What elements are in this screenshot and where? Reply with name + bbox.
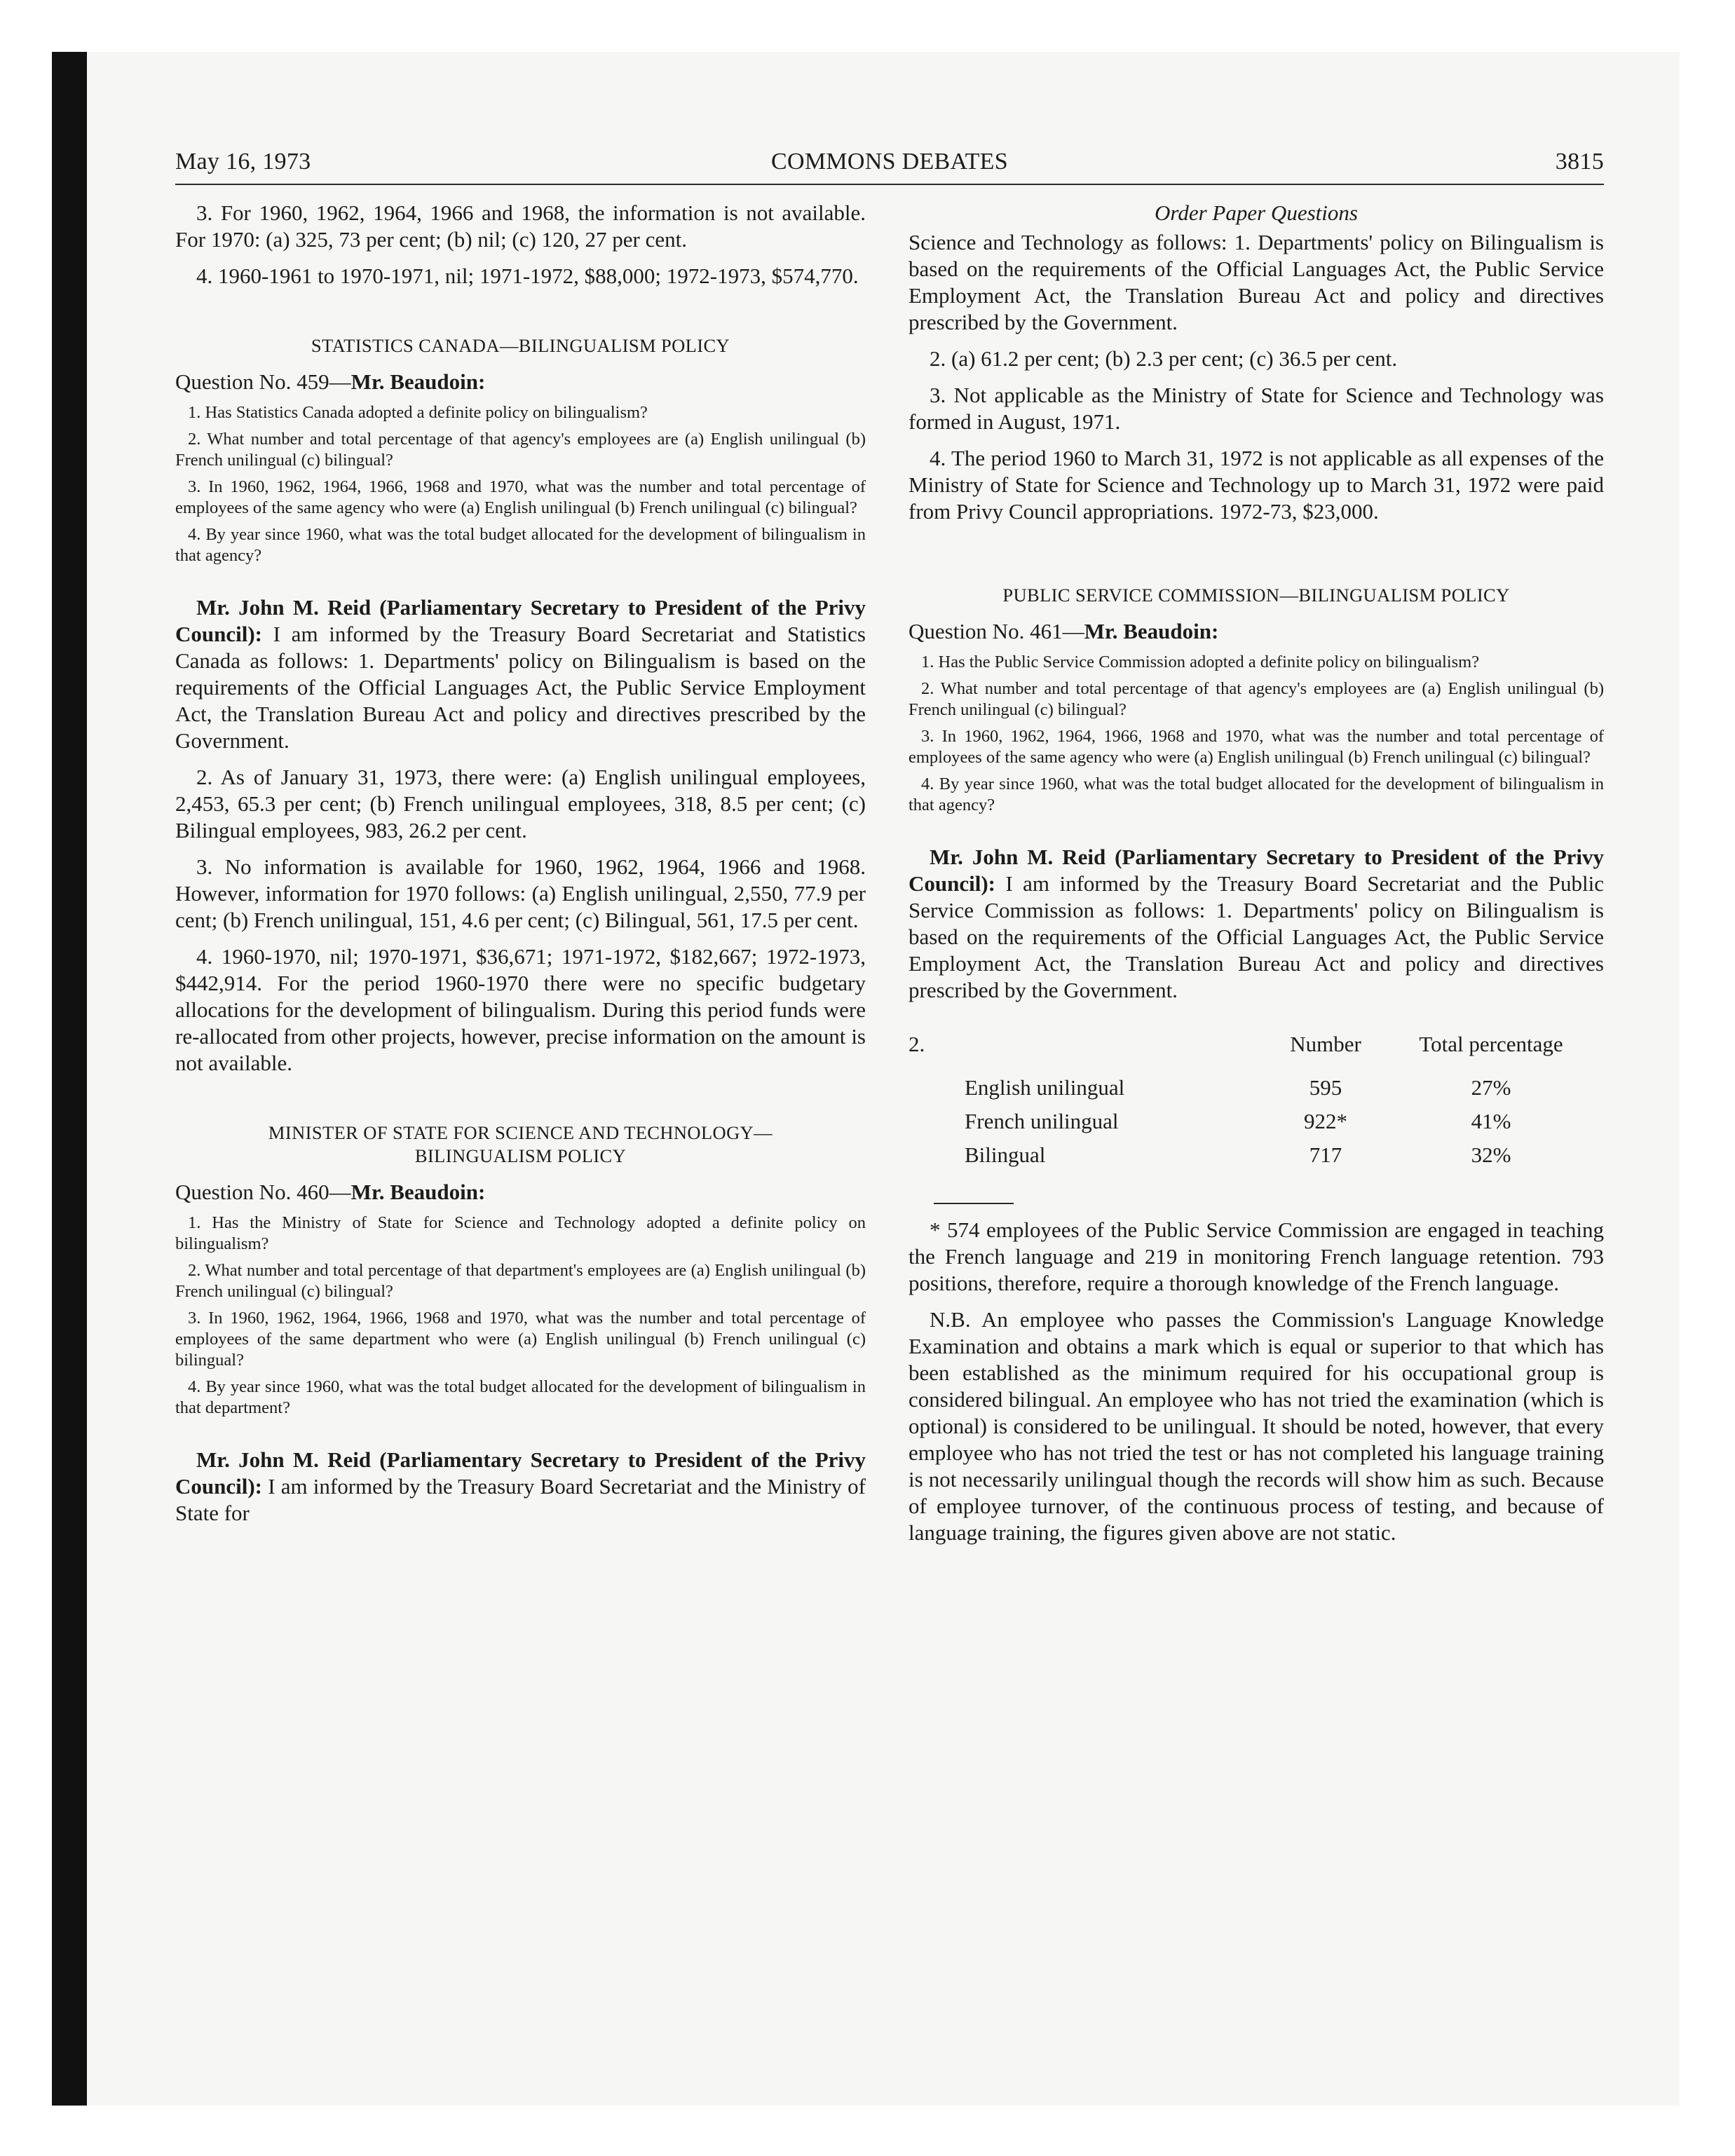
- table-item-number: 2.: [909, 1032, 925, 1056]
- left-column: [175, 200, 866, 1536]
- question-item: 3. In 1960, 1962, 1964, 1966, 1968 and 1970, what was the number and total percentage of employees of the same agency who were (a) English unilingual (b) French unilingual (c) bilingual?: [175, 477, 866, 517]
- answer-text: I am informed by the Treasury Board Secretariat and the Public Service Commission as follows: 1. Departments' policy on Bilingualism is based on the requirements of the Official Languages Act, the Public Service Employment Act, the Translation Bureau Act and policy and directives prescribed by the Government.: [909, 871, 1604, 1002]
- section-title-line: MINISTER OF STATE FOR SCIENCE AND TECHNOLOGY—: [268, 1122, 773, 1143]
- answer-paragraph: [175, 594, 866, 754]
- section-title-line: BILINGUALISM POLICY: [414, 1145, 627, 1166]
- answer-text: I am informed by the Treasury Board Secretariat and Statistics Canada as follows: 1. Departments' policy on Bilingualism is based on the requirements of the Official Languages Act, the Public Service Employment Act, the Translation Bureau Act and policy and directives prescribed by the Government.: [175, 622, 866, 753]
- employee-stats-table: [909, 1028, 1604, 1172]
- row-number: 922*: [1304, 1109, 1347, 1133]
- question-item: 4. By year since 1960, what was the total budget allocated for the development of bilingualism in that department?: [175, 1377, 866, 1417]
- question-member: Mr. Beaudoin:: [351, 369, 486, 394]
- question-item: 2. What number and total percentage of that department's employees are (a) English unilingual (b) French unilingual (c) bilingual?: [175, 1261, 866, 1301]
- speaker-name: Mr. John M. Reid (Parliamentary Secretary to President of the Privy Council):: [175, 595, 866, 646]
- question-prefix: Question No. 461—: [909, 619, 1084, 643]
- section-title: PUBLIC SERVICE COMMISSION—BILINGUALISM POLICY: [1002, 585, 1510, 606]
- binding-edge: [52, 52, 87, 2106]
- question-prefix: Question No. 459—: [175, 369, 351, 394]
- paragraph: 2. As of January 31, 1973, there were: (a) English unilingual employees, 2,453, 65.3 per cent; (b) French unilingual employees, 318, 8.5 per cent; (c) Bilingual employees, 983, 26.2 per cent.: [175, 765, 866, 842]
- row-percentage: 32%: [1471, 1142, 1511, 1167]
- answer-text: I am informed by the Treasury Board Secretariat and the Ministry of State for: [175, 1474, 866, 1525]
- question-item: 4. By year since 1960, what was the total budget allocated for the development of bilingualism in that agency?: [909, 775, 1604, 814]
- row-label: French unilingual: [965, 1109, 1119, 1133]
- question-item: 1. Has Statistics Canada adopted a definite policy on bilingualism?: [188, 403, 648, 422]
- paragraph: 4. 1960-1970, nil; 1970-1971, $36,671; 1971-1972, $182,667; 1972-1973, $442,914. For the period 1960-1970 there were no specific budgetary allocations for the development of bilingualism. During this period funds were re-allocated from other projects, however, precise information on the amount is not available.: [175, 944, 866, 1075]
- footnote-divider: [934, 1203, 1014, 1204]
- question-item: 2. What number and total percentage of that agency's employees are (a) English unilingual (b) French unilingual (c) bilingual?: [909, 679, 1604, 719]
- row-percentage: 27%: [1471, 1075, 1511, 1100]
- question-number: [175, 369, 866, 395]
- paragraph: 4. The period 1960 to March 31, 1972 is not applicable as all expenses of the Ministry of State for Science and Technology up to March 31, 1972 were paid from Privy Council appropriations. 1972-73, $23,000.: [909, 446, 1604, 524]
- question-item: 3. In 1960, 1962, 1964, 1966, 1968 and 1970, what was the number and total percentage of employees of the same department who were (a) English unilingual (b) French unilingual (c) bilingual?: [175, 1309, 866, 1370]
- column-header-total-percentage: Total percentage: [1419, 1032, 1563, 1056]
- right-column: [909, 200, 1604, 1556]
- question-member: Mr. Beaudoin:: [351, 1180, 486, 1204]
- paragraph: Science and Technology as follows: 1. Departments' policy on Bilingualism is based on the requirements of the Official Languages Act, the Public Service Employment Act, the Translation Bureau Act and policy and directives prescribed by the Government.: [909, 230, 1604, 334]
- question-item: 4. By year since 1960, what was the total budget allocated for the development of bilingualism in that agency?: [175, 525, 866, 565]
- header-page-number: 3815: [1555, 149, 1604, 175]
- speaker-name: Mr. John M. Reid (Parliamentary Secretary to President of the Privy Council):: [175, 1447, 866, 1499]
- table-row: [909, 1138, 1604, 1172]
- answer-paragraph: [175, 1447, 866, 1527]
- running-head: Order Paper Questions: [1155, 200, 1358, 225]
- column-header-number: Number: [1290, 1032, 1361, 1056]
- paragraph: 3. For 1960, 1962, 1964, 1966 and 1968, the information is not available. For 1970: (a) 325, 73 per cent; (b) nil; (c) 120, 27 per cent.: [175, 200, 866, 252]
- question-prefix: Question No. 460—: [175, 1180, 351, 1204]
- question-item: 3. In 1960, 1962, 1964, 1966, 1968 and 1970, what was the number and total percentage of employees of the same agency who were (a) English unilingual (b) French unilingual (c) bilingual?: [909, 727, 1604, 767]
- nota-bene-paragraph: N.B. An employee who passes the Commission's Language Knowledge Examination and obtains a mark which is equal or superior to that which has been established as the minimum required for his occupational group is considered bilingual. An employee who has not tried the examination (which is optional) is considered to be unilingual. It should be noted, however, that every employee who has not tried the test or has not completed his language training is not necessarily unilingual though the records will show him as such. Because of employee turnover, of the continuous process of testing, and because of language training, the figures given above are not static.: [909, 1307, 1604, 1545]
- speaker-name: Mr. John M. Reid (Parliamentary Secretary to President of the Privy Council):: [909, 845, 1604, 896]
- row-number: 717: [1309, 1142, 1342, 1167]
- question-number: [175, 1179, 866, 1206]
- footnote: * 574 employees of the Public Service Commission are engaged in teaching the French language and 219 in monitoring French language retention. 793 positions, therefore, require a thorough knowledge of the French language.: [909, 1217, 1604, 1295]
- paragraph: 2. (a) 61.2 per cent; (b) 2.3 per cent; (c) 36.5 per cent.: [930, 346, 1398, 371]
- section-title: STATISTICS CANADA—BILINGUALISM POLICY: [311, 335, 730, 356]
- question-item: 1. Has the Ministry of State for Science and Technology adopted a definite policy on bilingualism?: [175, 1213, 866, 1253]
- question-item: 2. What number and total percentage of that agency's employees are (a) English unilingual (b) French unilingual (c) bilingual?: [175, 430, 866, 470]
- section-title: [175, 1121, 866, 1168]
- paragraph: 3. Not applicable as the Ministry of State for Science and Technology was formed in August, 1971.: [909, 383, 1604, 434]
- table-header-row: [909, 1028, 1604, 1061]
- question-item: 1. Has the Public Service Commission adopted a definite policy on bilingualism?: [921, 653, 1480, 671]
- row-label: Bilingual: [965, 1142, 1046, 1167]
- row-number: 595: [1309, 1075, 1342, 1100]
- page-header: [175, 146, 1604, 185]
- table-row: [909, 1071, 1604, 1105]
- answer-paragraph: [909, 844, 1604, 1004]
- question-number: [909, 618, 1604, 645]
- paragraph: 3. No information is available for 1960, 1962, 1964, 1966 and 1968. However, information for 1970 follows: (a) English unilingual, 2,550, 77.9 per cent; (b) French unilingual, 151, 4.6 per cent; (c) Bilingual, 561, 17.5 per cent.: [175, 854, 866, 932]
- row-label: English unilingual: [965, 1075, 1125, 1100]
- row-percentage: 41%: [1471, 1109, 1511, 1133]
- paragraph: 4. 1960-1961 to 1970-1971, nil; 1971-1972, $88,000; 1972-1973, $574,770.: [196, 264, 859, 288]
- header-publication: COMMONS DEBATES: [771, 149, 1008, 175]
- header-date: May 16, 1973: [175, 149, 311, 175]
- question-member: Mr. Beaudoin:: [1084, 619, 1219, 643]
- table-row: [909, 1105, 1604, 1138]
